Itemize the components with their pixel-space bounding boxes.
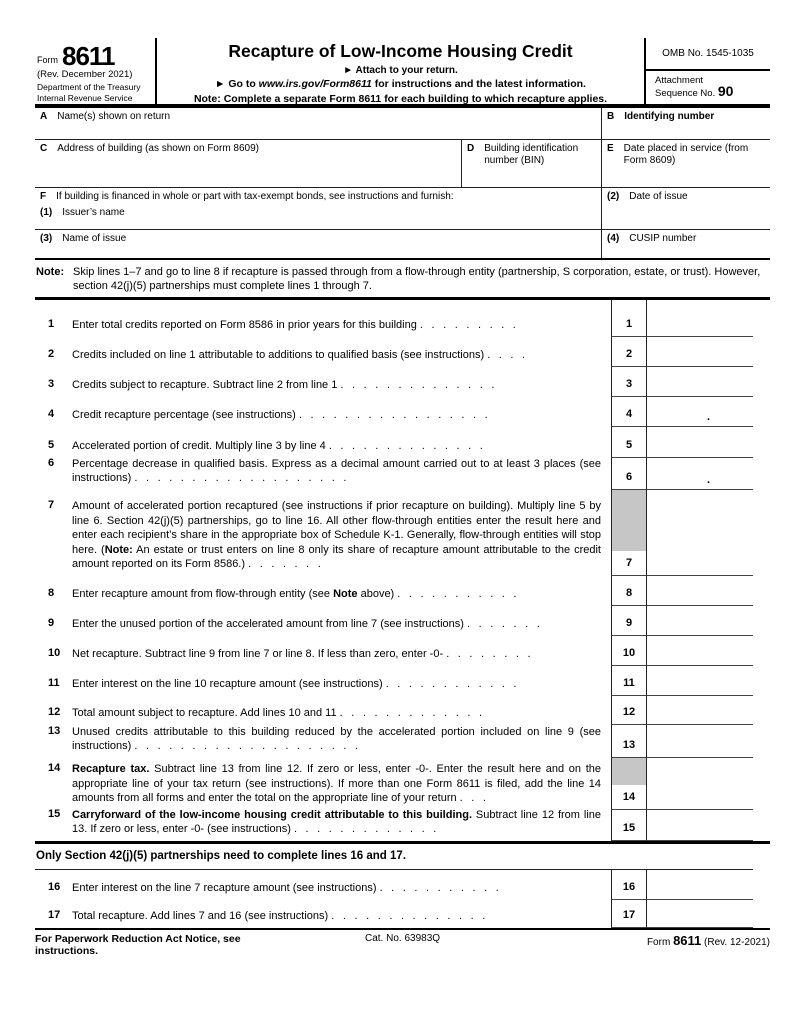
line-number-box: 9: [611, 606, 647, 636]
line-number: 2: [48, 348, 55, 361]
issuer-name-field[interactable]: [35, 203, 601, 219]
line-number: 4: [48, 408, 55, 421]
skip-lines-note: [35, 260, 770, 300]
label-f1: (1): [40, 207, 53, 218]
line-number: 8: [48, 587, 55, 600]
amount-field-line-1[interactable]: [647, 300, 753, 337]
id-row-a-b: [35, 108, 770, 140]
line-row-8: [35, 576, 753, 606]
line-number: 16: [48, 881, 61, 894]
id-row-3-4: [35, 230, 770, 260]
line-text: Net recapture. Subtract line 9 from line 7 or line 8. If less than zero, enter -0- . . . . . . . .: [72, 648, 531, 661]
line-number: 17: [48, 909, 61, 922]
label-e-text: Date placed in service (from Form 8609): [623, 143, 749, 166]
line-row-6: [35, 458, 753, 490]
label-f2: (2): [607, 191, 620, 202]
label-f3: (3): [40, 233, 53, 244]
line-text: Amount of accelerated portion recaptured (see instructions if prior recapture on building). Multiply line 5 by line 6. Section 42(j)(5) partnerships, go to line 16. All other flow-through entities enter the result here and enter each recipient’s share in the appropriate box of Schedule K-1. Generally, flow-through entities will stop here. (Note: An estate or trust enters on line 8 only its share of recapture amount attributable to the credit amount reported on its Form 8586.) . . . . . . .: [72, 500, 601, 571]
line-number-box: 1: [611, 300, 647, 337]
amount-field-line-12[interactable]: [647, 696, 753, 725]
line-text: Accelerated portion of credit. Multiply line 3 by line 4 . . . . . . . . . . . . . .: [72, 440, 483, 453]
name-of-issue-field[interactable]: [35, 230, 602, 258]
line-number-box: 14: [611, 758, 647, 810]
line-row-4: [35, 397, 753, 427]
amount-field-line-11[interactable]: [647, 666, 753, 696]
amount-field-line-16[interactable]: [647, 870, 753, 900]
amount-field-line-6[interactable]: [647, 458, 753, 490]
line-row-13: [35, 725, 753, 758]
line-text: Credits subject to recapture. Subtract line 2 from line 1 . . . . . . . . . . . . . .: [72, 379, 495, 392]
note-text: Skip lines 1–7 and go to line 8 if recapture is passed through from a flow-through entity (partnership, S corporation, estate, or trust). However, section 42(j)(5) partnerships must complete lines 1 through 7.: [73, 266, 761, 292]
lines-1-15: [35, 300, 770, 841]
line-row-7: [35, 490, 753, 576]
line-text: Enter total credits reported on Form 8586 in prior years for this building . . . . . . . . .: [72, 319, 516, 332]
label-a-text: Name(s) shown on return: [57, 111, 171, 122]
line-number-box: 16: [611, 870, 647, 900]
label-a: A: [40, 111, 48, 122]
line-text: Percentage decrease in qualified basis. Express as a decimal amount carried out to at least 3 places (see instructions) . . . . . . . . . . . . . . . . . . .: [72, 457, 601, 485]
line-number: 10: [48, 647, 61, 660]
form-word: Form: [37, 55, 58, 65]
line-number-box: 11: [611, 666, 647, 696]
line-row-5: [35, 427, 753, 458]
line-number: 3: [48, 378, 55, 391]
amount-field-line-3[interactable]: [647, 367, 753, 397]
line-number: 12: [48, 706, 61, 719]
line-text: Credits included on line 1 attributable to additions to qualified basis (see instructions) . . . .: [72, 349, 526, 362]
label-f4: (4): [607, 233, 620, 244]
line-row-11: [35, 666, 753, 696]
lines-16-17: [35, 869, 753, 928]
label-f: F: [40, 191, 47, 202]
name-field[interactable]: [35, 108, 602, 139]
amount-field-line-13[interactable]: [647, 725, 753, 758]
line-text: Enter the unused portion of the accelerated amount from line 7 (see instructions) . . . . . . .: [72, 618, 540, 631]
line-row-9: [35, 606, 753, 636]
goto-instruction: ► Go to www.irs.gov/Form8611 for instructions and the latest information.: [215, 78, 586, 90]
id-row-f: [35, 188, 770, 230]
line-number-box: 17: [611, 900, 647, 928]
label-f4-text: CUSIP number: [629, 233, 697, 244]
omb-block: [646, 38, 770, 104]
line-row-17: [35, 900, 753, 928]
line-text: Credit recapture percentage (see instructions) . . . . . . . . . . . . . . . . .: [72, 409, 488, 422]
agency-line-1: Department of the Treasury: [37, 82, 141, 92]
amount-field-line-4[interactable]: [647, 397, 753, 427]
shaded-cell: [612, 490, 646, 551]
amount-field-line-14[interactable]: [647, 758, 753, 810]
section2-heading: Only Section 42(j)(5) partnerships need to complete lines 16 and 17.: [35, 841, 770, 869]
catalog-number: Cat. No. 63983Q: [364, 933, 441, 944]
date-in-service-field[interactable]: [602, 140, 770, 187]
label-f-text: If building is financed in whole or part with tax-exempt bonds, see instructions and furnish:: [56, 191, 454, 202]
line-text: Enter interest on the line 10 recapture amount (see instructions) . . . . . . . . . . . .: [72, 678, 517, 691]
line-number-box: 2: [611, 337, 647, 367]
amount-field-line-10[interactable]: [647, 636, 753, 666]
label-f2-text: Date of issue: [629, 191, 688, 202]
attach-instruction: ► Attach to your return.: [343, 65, 458, 76]
line-text: Enter interest on the line 7 recapture amount (see instructions) . . . . . . . . . . .: [72, 882, 499, 895]
line-number-box: 15: [611, 810, 647, 841]
line-text: Total amount subject to recapture. Add lines 10 and 11 . . . . . . . . . . . . .: [72, 707, 483, 720]
line-number: 6: [48, 456, 55, 469]
decimal-point: .: [707, 474, 711, 486]
shaded-cell: [612, 758, 646, 785]
date-of-issue-field[interactable]: [602, 188, 770, 229]
form-revision: (Rev. December 2021): [37, 69, 133, 80]
line-text: Unused credits attributable to this building reduced by the accelerated portion included on line 9 (see instructions) . . . . . . . . . . . . . . . . . . . .: [72, 725, 601, 753]
line-number: 11: [48, 677, 60, 690]
form-number: 8611: [62, 41, 115, 71]
amount-field-line-8[interactable]: [647, 576, 753, 606]
form-footer: [35, 928, 770, 957]
label-d: D: [467, 143, 475, 154]
attachment-sequence: Attachment Sequence No. 90: [655, 75, 734, 99]
line-number: 1: [48, 318, 55, 331]
line-text: Enter recapture amount from flow-through entity (see Note above) . . . . . . . . . . .: [72, 588, 517, 601]
sequence-number: 90: [717, 83, 734, 99]
line-number: 15: [48, 807, 61, 820]
label-f3-text: Name of issue: [62, 233, 127, 244]
line-row-2: [35, 337, 753, 367]
line-number-box: 6: [611, 458, 647, 490]
address-field[interactable]: [35, 140, 462, 187]
label-b-text: Identifying number: [624, 111, 715, 122]
form-title: Recapture of Low-Income Housing Credit: [228, 41, 573, 61]
label-b: B: [607, 111, 615, 122]
amount-field-line-17[interactable]: [647, 900, 753, 928]
line-row-10: [35, 636, 753, 666]
line-text: Carryforward of the low-income housing credit attributable to this building. Subtract line 12 from line 13. If zero or less, enter -0- (see instructions) . . . . . . . . . . . . .: [72, 808, 601, 836]
decimal-point: .: [707, 411, 711, 423]
label-c: C: [40, 143, 48, 154]
line-number-box: 8: [611, 576, 647, 606]
line-number-box: 3: [611, 367, 647, 397]
bin-field[interactable]: [462, 140, 602, 187]
cusip-number-field[interactable]: [602, 230, 770, 258]
line-number: 13: [48, 724, 61, 737]
label-c-text: Address of building (as shown on Form 8609): [57, 143, 260, 154]
omb-number: OMB No. 1545-1035: [646, 38, 770, 71]
line-row-15: [35, 807, 753, 841]
line-number-box: 5: [611, 427, 647, 458]
line-number: 5: [48, 439, 55, 452]
identifying-number-field[interactable]: [602, 108, 770, 139]
footer-form-id: Form 8611 (Rev. 12-2021): [646, 933, 771, 948]
label-f1-text: Issuer’s name: [62, 207, 125, 218]
line-row-12: [35, 696, 753, 725]
label-d-text: Building identification number (BIN): [484, 143, 579, 166]
tax-exempt-bond-block: [35, 188, 602, 229]
note-label: Note:: [36, 266, 65, 278]
form-header: [35, 38, 770, 108]
line-number: 7: [48, 499, 55, 512]
line-number-box: 10: [611, 636, 647, 666]
label-e: E: [607, 143, 614, 154]
line-text: Total recapture. Add lines 7 and 16 (see instructions) . . . . . . . . . . . . . .: [72, 910, 486, 923]
amount-field-line-2[interactable]: [647, 337, 753, 367]
line-text: Recapture tax. Subtract line 13 from line 12. If zero or less, enter -0-. Enter the result here and on the appropriate line of your tax return (see instructions). If more than one Form 8611 is filed, add the line 14 amounts from all forms and enter the total on the appropriate line of your return . . .: [72, 763, 601, 805]
line-row-14: [35, 758, 753, 810]
line-row-1: [35, 300, 753, 337]
line-row-3: [35, 367, 753, 397]
line-number: 14: [48, 762, 61, 775]
line-row-16: [35, 870, 753, 900]
id-row-c-d-e: [35, 140, 770, 188]
header-note: Note: Complete a separate Form 8611 for each building to which recapture applies.: [193, 93, 608, 105]
paperwork-notice: For Paperwork Reduction Act Notice, see instructions.: [35, 933, 241, 957]
form-number-block: [35, 38, 157, 104]
amount-field-line-9[interactable]: [647, 606, 753, 636]
footer-form-number: 8611: [673, 933, 702, 948]
line-number-box: 13: [611, 725, 647, 758]
line-number: 9: [48, 617, 55, 630]
line-number-box: 12: [611, 696, 647, 725]
amount-field-line-15[interactable]: [647, 810, 753, 841]
agency-line-2: Internal Revenue Service: [37, 92, 133, 103]
line-number-box: 7: [611, 490, 647, 576]
form-8611-page: [35, 38, 770, 957]
form-title-block: [157, 38, 646, 104]
amount-field-line-7[interactable]: [647, 490, 753, 576]
line-number-box: 4: [611, 397, 647, 427]
irs-url: www.irs.gov/Form8611: [258, 78, 372, 90]
amount-field-line-5[interactable]: [647, 427, 753, 458]
